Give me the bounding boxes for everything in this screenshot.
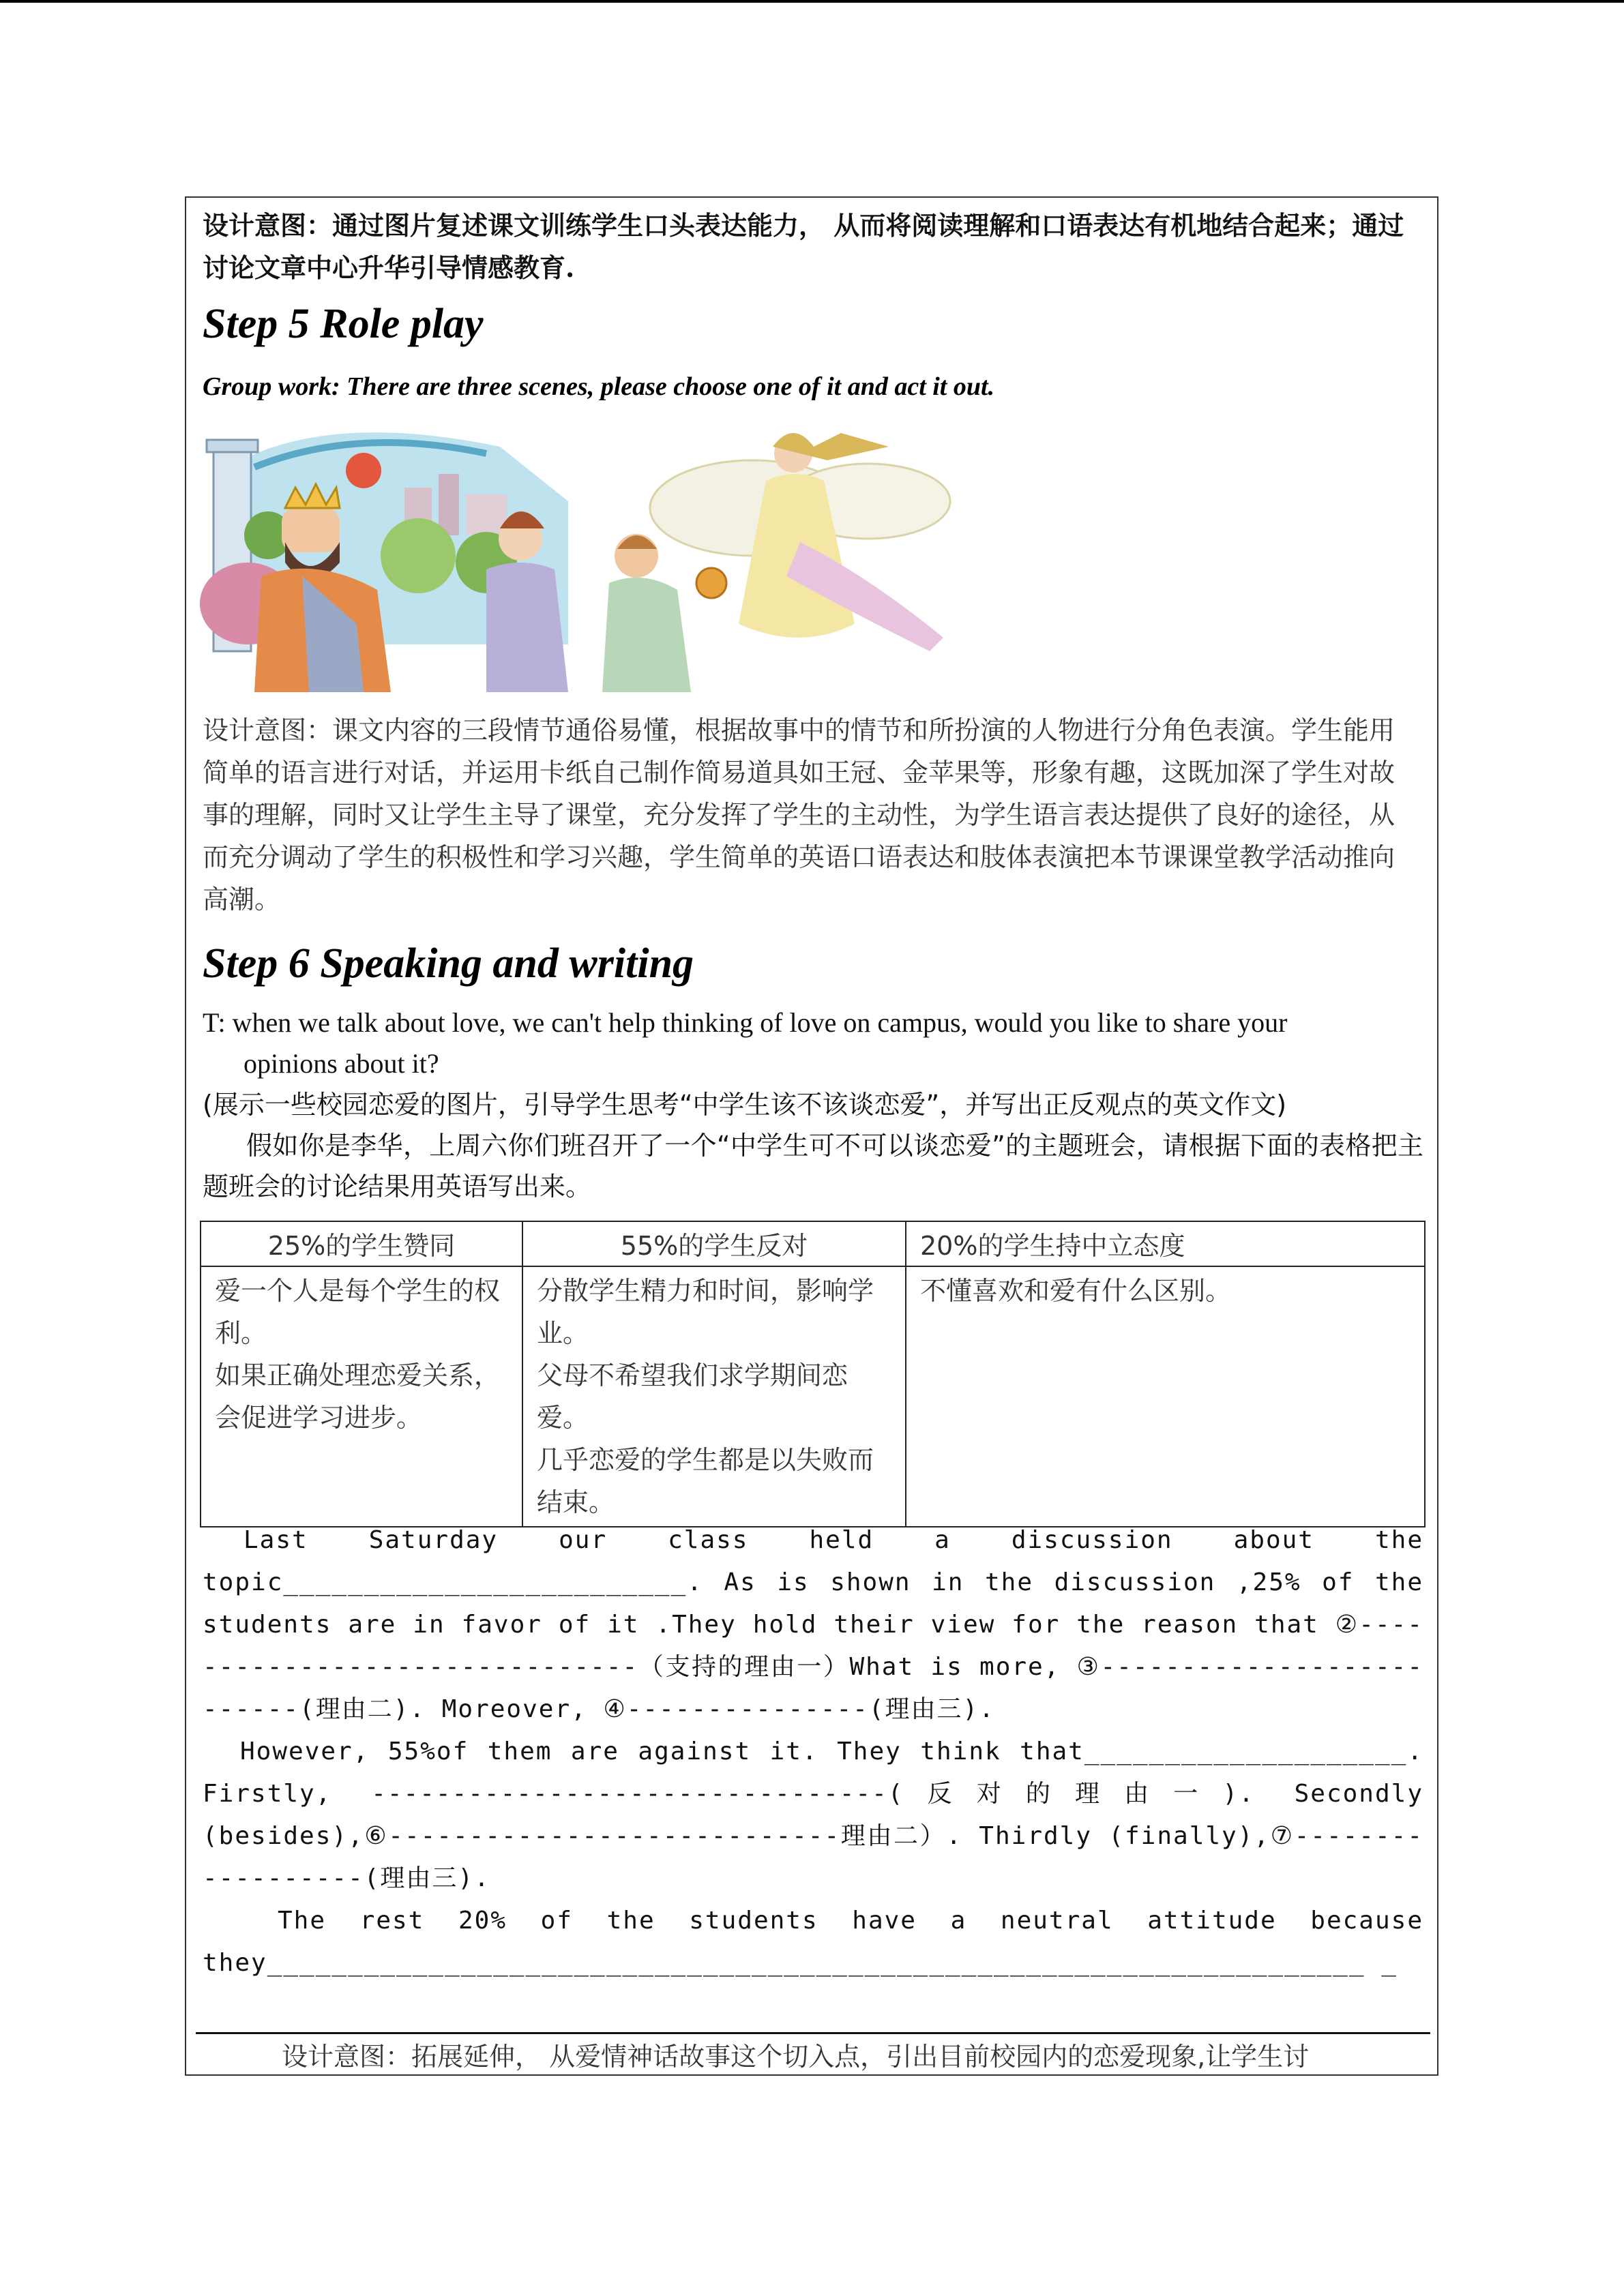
table-header: 25%的学生赞同 xyxy=(201,1221,522,1266)
table-cell-against xyxy=(522,1266,906,1527)
golden-apple-icon xyxy=(696,568,726,598)
list-item: 不懂喜欢和爱有什么区别。 xyxy=(920,1276,1232,1306)
step5-instruction: Group work: There are three scenes, please choose one of it and act it out. xyxy=(203,372,995,401)
teacher-line-1: T: when we talk about love, we can't help thinking of love on campus, would you like to share your xyxy=(203,1007,1288,1038)
list-item: 几乎恋爱的学生都是以失败而结束。 xyxy=(537,1445,874,1517)
step6-task: 假如你是李华，上周六你们班召开了一个“中学生可不可以谈恋爱”的主题班会，请根据下面的表格把主题班会的讨论结果用英语写出来。 xyxy=(203,1131,1423,1202)
step6-heading: Step 6 Speaking and writing xyxy=(203,940,694,987)
essay-template xyxy=(203,1519,1423,1984)
design-intent-paragraph-3: 设计意图：拓展延伸， 从爱情神话故事这个切入点，引出目前校园内的恋爱现象,让学生讨 xyxy=(282,2042,1310,2072)
role-play-illustration xyxy=(200,419,957,706)
list-item: 会促进学习进步。 xyxy=(215,1403,423,1433)
table-header: 55%的学生反对 xyxy=(522,1221,906,1266)
essay-paragraph-2: However, 55%of them are against it. They think that____________________. Firstly, --------------------------------(反对的理由一). Secondly (besides),⑥----------------------------理由二）. Thirdly (finally),⑦------------------(理由三). xyxy=(203,1738,1423,1892)
lesson-plan-frame xyxy=(185,196,1438,2076)
design-intent-paragraph-2: 设计意图：课文内容的三段情节通俗易懂，根据故事中的情节和所扮演的人物进行分角色表演。学生能用简单的语言进行对话，并运用卡纸自己制作简易道具如王冠、金苹果等，形象有趣，这既加深了学生对故事的理解，同时又让学生主导了课堂，充分发挥了学生的主动性，为学生语言表达提供了良好的途径，从而充分调动了学生的积极性和学习兴趣，学生简单的英语口语表达和肢体表演把本节课课堂教学活动推向高潮。 xyxy=(203,715,1396,914)
section-divider xyxy=(196,2032,1430,2034)
king-figure xyxy=(282,508,340,552)
essay-paragraph-1: Last Saturday our class held a discussion about the topic_________________________. As is shown in the discussion ,25% of the students are in favor of it .They hold their view for the reason that ②-------------------------------（支持的理由一）What is more, ③--------------------------(理由二). Moreover, ④---------------(理由三). xyxy=(203,1526,1423,1723)
step5-heading: Step 5 Role play xyxy=(203,301,484,347)
opinion-table xyxy=(200,1221,1426,1527)
page-top-rule xyxy=(0,0,1624,3)
table-header-row xyxy=(201,1221,1425,1266)
tree-icon xyxy=(381,518,456,593)
table-header: 20%的学生持中立态度 xyxy=(906,1221,1425,1266)
step6-note: (展示一些校园恋爱的图片，引导学生思考“中学生该不该谈恋爱”，并写出正反观点的英文作文) xyxy=(203,1090,1287,1120)
table-cell-neutral xyxy=(906,1266,1425,1527)
list-item: 分散学生精力和时间，影响学业。 xyxy=(537,1276,874,1348)
table-row xyxy=(201,1266,1425,1527)
teacher-line-2: opinions about it? xyxy=(243,1048,439,1079)
list-item: 如果正确处理恋爱关系， xyxy=(215,1360,501,1390)
list-item: 爱一个人是每个学生的权利。 xyxy=(215,1276,501,1348)
design-intent-paragraph-1: 设计意图：通过图片复述课文训练学生口头表达能力， 从而将阅读理解和口语表达有机地结合起来；通过讨论文章中心升华引导情感教育. xyxy=(203,210,1404,283)
table-cell-support xyxy=(201,1266,522,1527)
step6-prompt xyxy=(203,1002,1423,1207)
sun-icon xyxy=(346,453,381,488)
list-item: 父母不希望我们求学期间恋爱。 xyxy=(537,1360,848,1433)
essay-paragraph-3: The rest 20% of the students have a neutral attitude because they____________________________________________________________________ _ xyxy=(203,1907,1423,1977)
